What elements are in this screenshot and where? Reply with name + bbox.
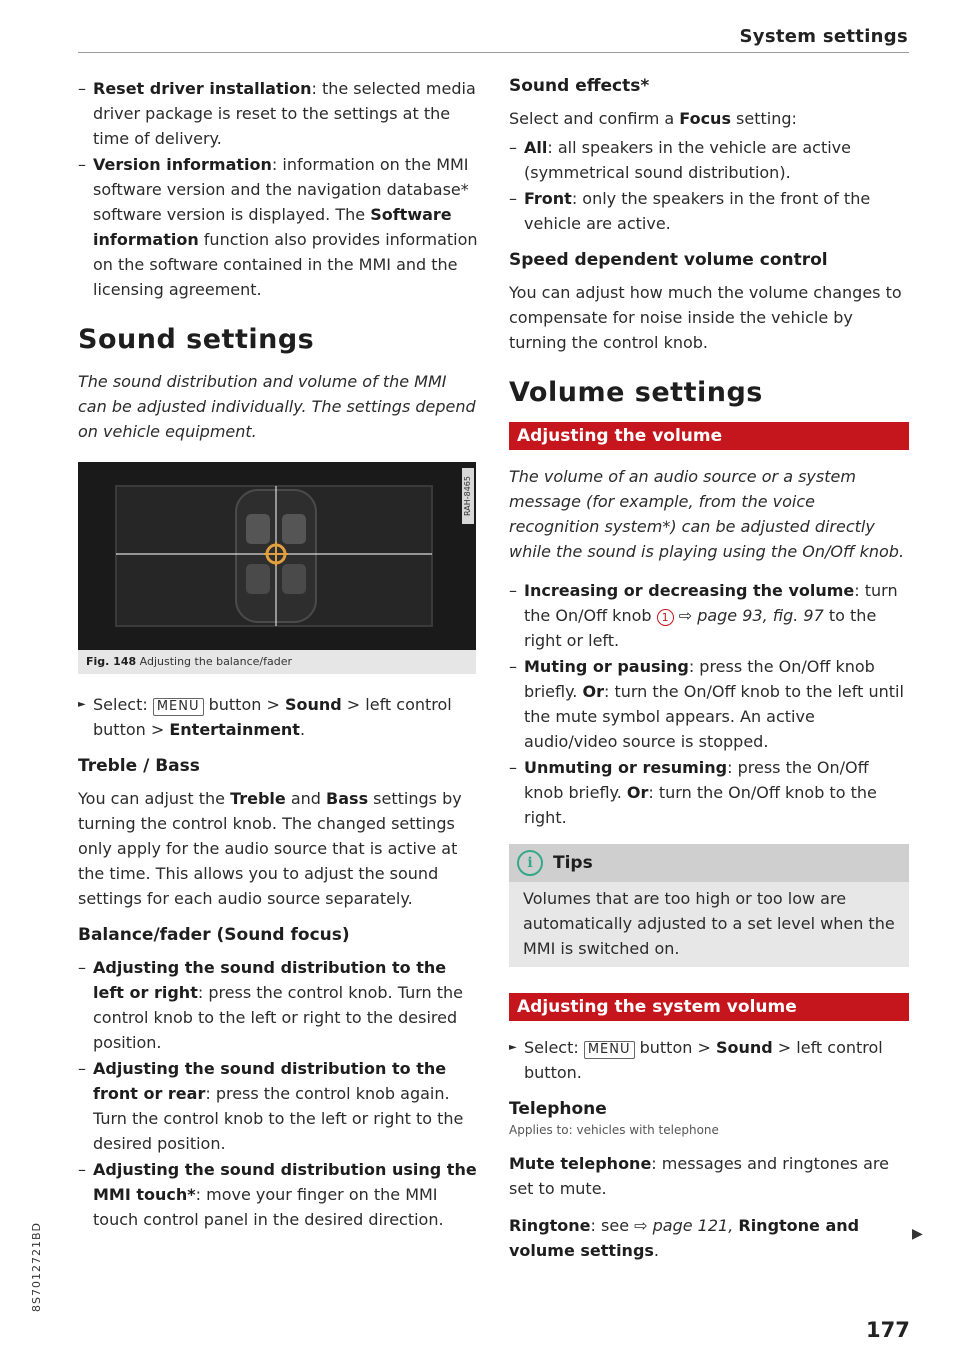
tips-header: i Tips	[509, 844, 909, 882]
figure-balance-fader	[78, 462, 476, 674]
list-item-unmute: – Unmuting or resuming: press the On/Off knob briefly. Or: turn the On/Off knob to the right.	[509, 755, 909, 830]
system-volume-select: ► Select: MENU button > Sound > left control button.	[509, 1035, 909, 1085]
speed-volume-text: You can adjust how much the volume changes to compensate for noise inside the vehicle by turning the control knob.	[509, 283, 902, 352]
car-topview-illustration	[78, 462, 476, 650]
right-column	[509, 76, 909, 1263]
figure-caption: Fig. 148 Adjusting the balance/fader	[86, 655, 292, 668]
heading-volume-settings: Volume settings	[509, 377, 763, 408]
treble-bass-text: You can adjust the Treble and Bass settings by turning the control knob. The changed settings only apply for the audio source that is active at the time. This allows you to adjust the sound settings for each audio source separately.	[78, 789, 462, 908]
document-code: 8S7012721BD	[30, 1222, 43, 1312]
bar-system-volume: Adjusting the system volume	[509, 993, 909, 1021]
heading-sound-effects: Sound effects*	[509, 76, 650, 96]
balance-fader-image	[78, 462, 476, 650]
ringtone-text: Ringtone: see ⇨ page 121, Ringtone and volume settings.	[509, 1216, 860, 1260]
telephone-applies: Applies to: vehicles with telephone	[509, 1123, 719, 1137]
menu-key: MENU	[584, 1041, 635, 1059]
heading-sound-settings: Sound settings	[78, 324, 315, 355]
list-item-increase-volume: – Increasing or decreasing the volume: turn the On/Off knob 1 ⇨ page 93, fig. 97 to the right or left.	[509, 578, 909, 653]
mute-telephone-text: Mute telephone: messages and ringtones are set to mute.	[509, 1154, 889, 1198]
list-item-version: – Version information: information on the MMI software version and the navigation database* software version is displayed. The Software information function also provides information on the software contained in the MMI and the licensing agreement.	[78, 152, 478, 302]
heading-treble-bass: Treble / Bass	[78, 756, 200, 776]
page-section-title: System settings	[739, 26, 908, 47]
list-item-reset: – Reset driver installation: the selected media driver package is reset to the settings at the time of delivery.	[78, 76, 478, 151]
page-reference[interactable]: ⇨ page 93, fig. 97	[673, 606, 824, 625]
list-item-balance-touch: – Adjusting the sound distribution using the MMI touch*: move your finger on the MMI touch control panel in the desired direction.	[78, 1157, 478, 1232]
tips-box	[509, 844, 909, 967]
page-number: 177	[866, 1318, 910, 1342]
list-item-mute: – Muting or pausing: press the On/Off knob briefly. Or: turn the On/Off knob to the left until the mute symbol appears. An active audio/video source is stopped.	[509, 654, 909, 754]
list-item-front: – Front: only the speakers in the front of the vehicle are active.	[509, 186, 909, 236]
left-column	[78, 76, 478, 1233]
heading-telephone: Telephone	[509, 1099, 607, 1119]
figure-code: RAH-8465	[462, 468, 474, 524]
heading-speed-volume: Speed dependent volume control	[509, 250, 828, 270]
info-icon: i	[517, 850, 543, 876]
sound-settings-intro: The sound distribution and volume of the MMI can be adjusted individually. The settings depend on vehicle equipment.	[78, 372, 476, 441]
callout-1-icon: 1	[657, 609, 674, 626]
list-item-balance-left-right: – Adjusting the sound distribution to the left or right: press the control knob. Turn the control knob to the left or right to the desired position.	[78, 955, 478, 1055]
tips-body: Volumes that are too high or too low are automatically adjusted to a set level when the MMI is switched on.	[523, 889, 895, 958]
list-item-balance-front-rear: – Adjusting the sound distribution to the front or rear: press the control knob again. Turn the control knob to the left or right to the desired position.	[78, 1056, 478, 1156]
page-reference-ringtone[interactable]: ⇨ page 121,	[634, 1216, 739, 1235]
bar-adjusting-volume: Adjusting the volume	[509, 422, 909, 450]
sound-effects-text: Select and confirm a Focus setting:	[509, 109, 797, 128]
list-item-all: – All: all speakers in the vehicle are active (symmetrical sound distribution).	[509, 135, 909, 185]
menu-key: MENU	[153, 698, 204, 716]
select-instruction: ► Select: MENU button > Sound > left control button > Entertainment.	[78, 692, 478, 742]
volume-intro: The volume of an audio source or a system message (for example, from the voice recognition system*) can be adjusted directly while the sound is playing using the On/Off knob.	[509, 467, 905, 561]
heading-balance-fader: Balance/fader (Sound focus)	[78, 925, 350, 945]
header-rule	[78, 52, 909, 53]
continue-arrow-icon: ▶	[912, 1226, 923, 1242]
